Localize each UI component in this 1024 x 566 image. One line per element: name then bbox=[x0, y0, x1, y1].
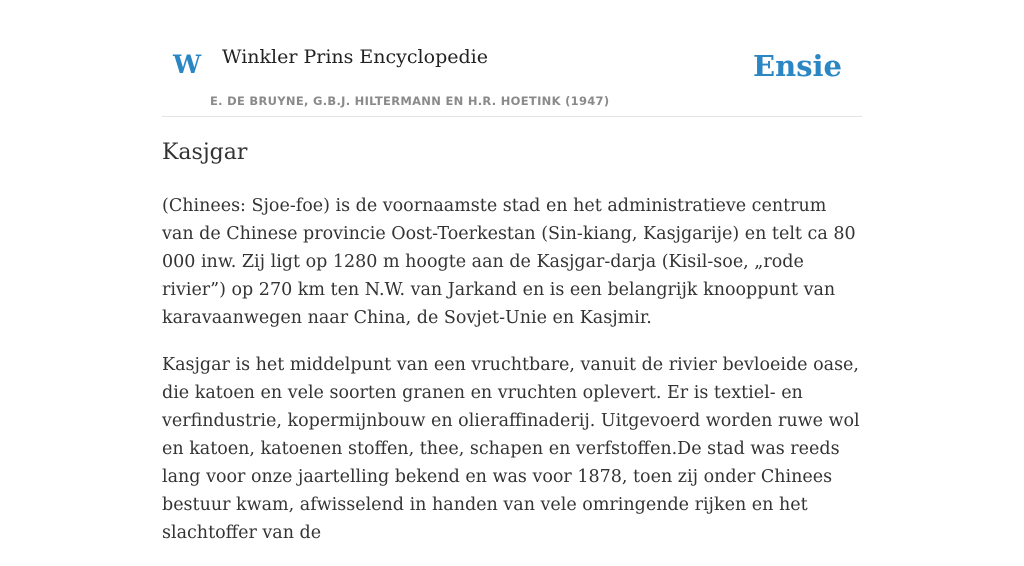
ensie-logo[interactable]: Ensie bbox=[753, 49, 842, 83]
logo-w-icon[interactable]: W bbox=[173, 50, 202, 79]
site-subtitle: E. DE BRUYNE, G.B.J. HILTERMANN EN H.R. HOETINK (1947) bbox=[210, 94, 610, 108]
site-title[interactable]: Winkler Prins Encyclopedie bbox=[222, 46, 488, 68]
page bbox=[162, 0, 862, 543]
article-paragraph: (Chinees: Sjoe-foe) is de voornaamste stad en het administratieve centrum van de Chinese provincie Oost-Toerkestan (Sin-kiang, Kasjgarije) en telt ca 80 000 inw. Zij ligt op 1280 m hoogte aan de Kasjgar-darja (Kisil-soe, „rode rivier”) op 270 km ten N.W. van Jarkand en is een belangrijk knooppunt van karavaanwegen naar China, de Sovjet-Unie en Kasjmir. bbox=[162, 196, 856, 328]
article-body bbox=[162, 192, 862, 566]
article-title: Kasjgar bbox=[162, 140, 248, 165]
site-header bbox=[162, 0, 862, 117]
article-paragraph: Kasjgar is het middelpunt van een vruchtbare, vanuit de rivier bevloeide oase, die katoen en vele soorten granen en vruchten oplevert. Er is textiel- en verfindustrie, kopermijnbouw en olieraffinaderij. Uitgevoerd worden ruwe wol en katoen, katoenen stoffen, thee, schapen en verfstoffen.De stad was reeds lang voor onze jaartelling bekend en was voor 1878, toen zij onder Chinees bestuur kwam, afwisselend in handen van vele omringende rijken en het slachtoffer van de bbox=[162, 355, 860, 543]
